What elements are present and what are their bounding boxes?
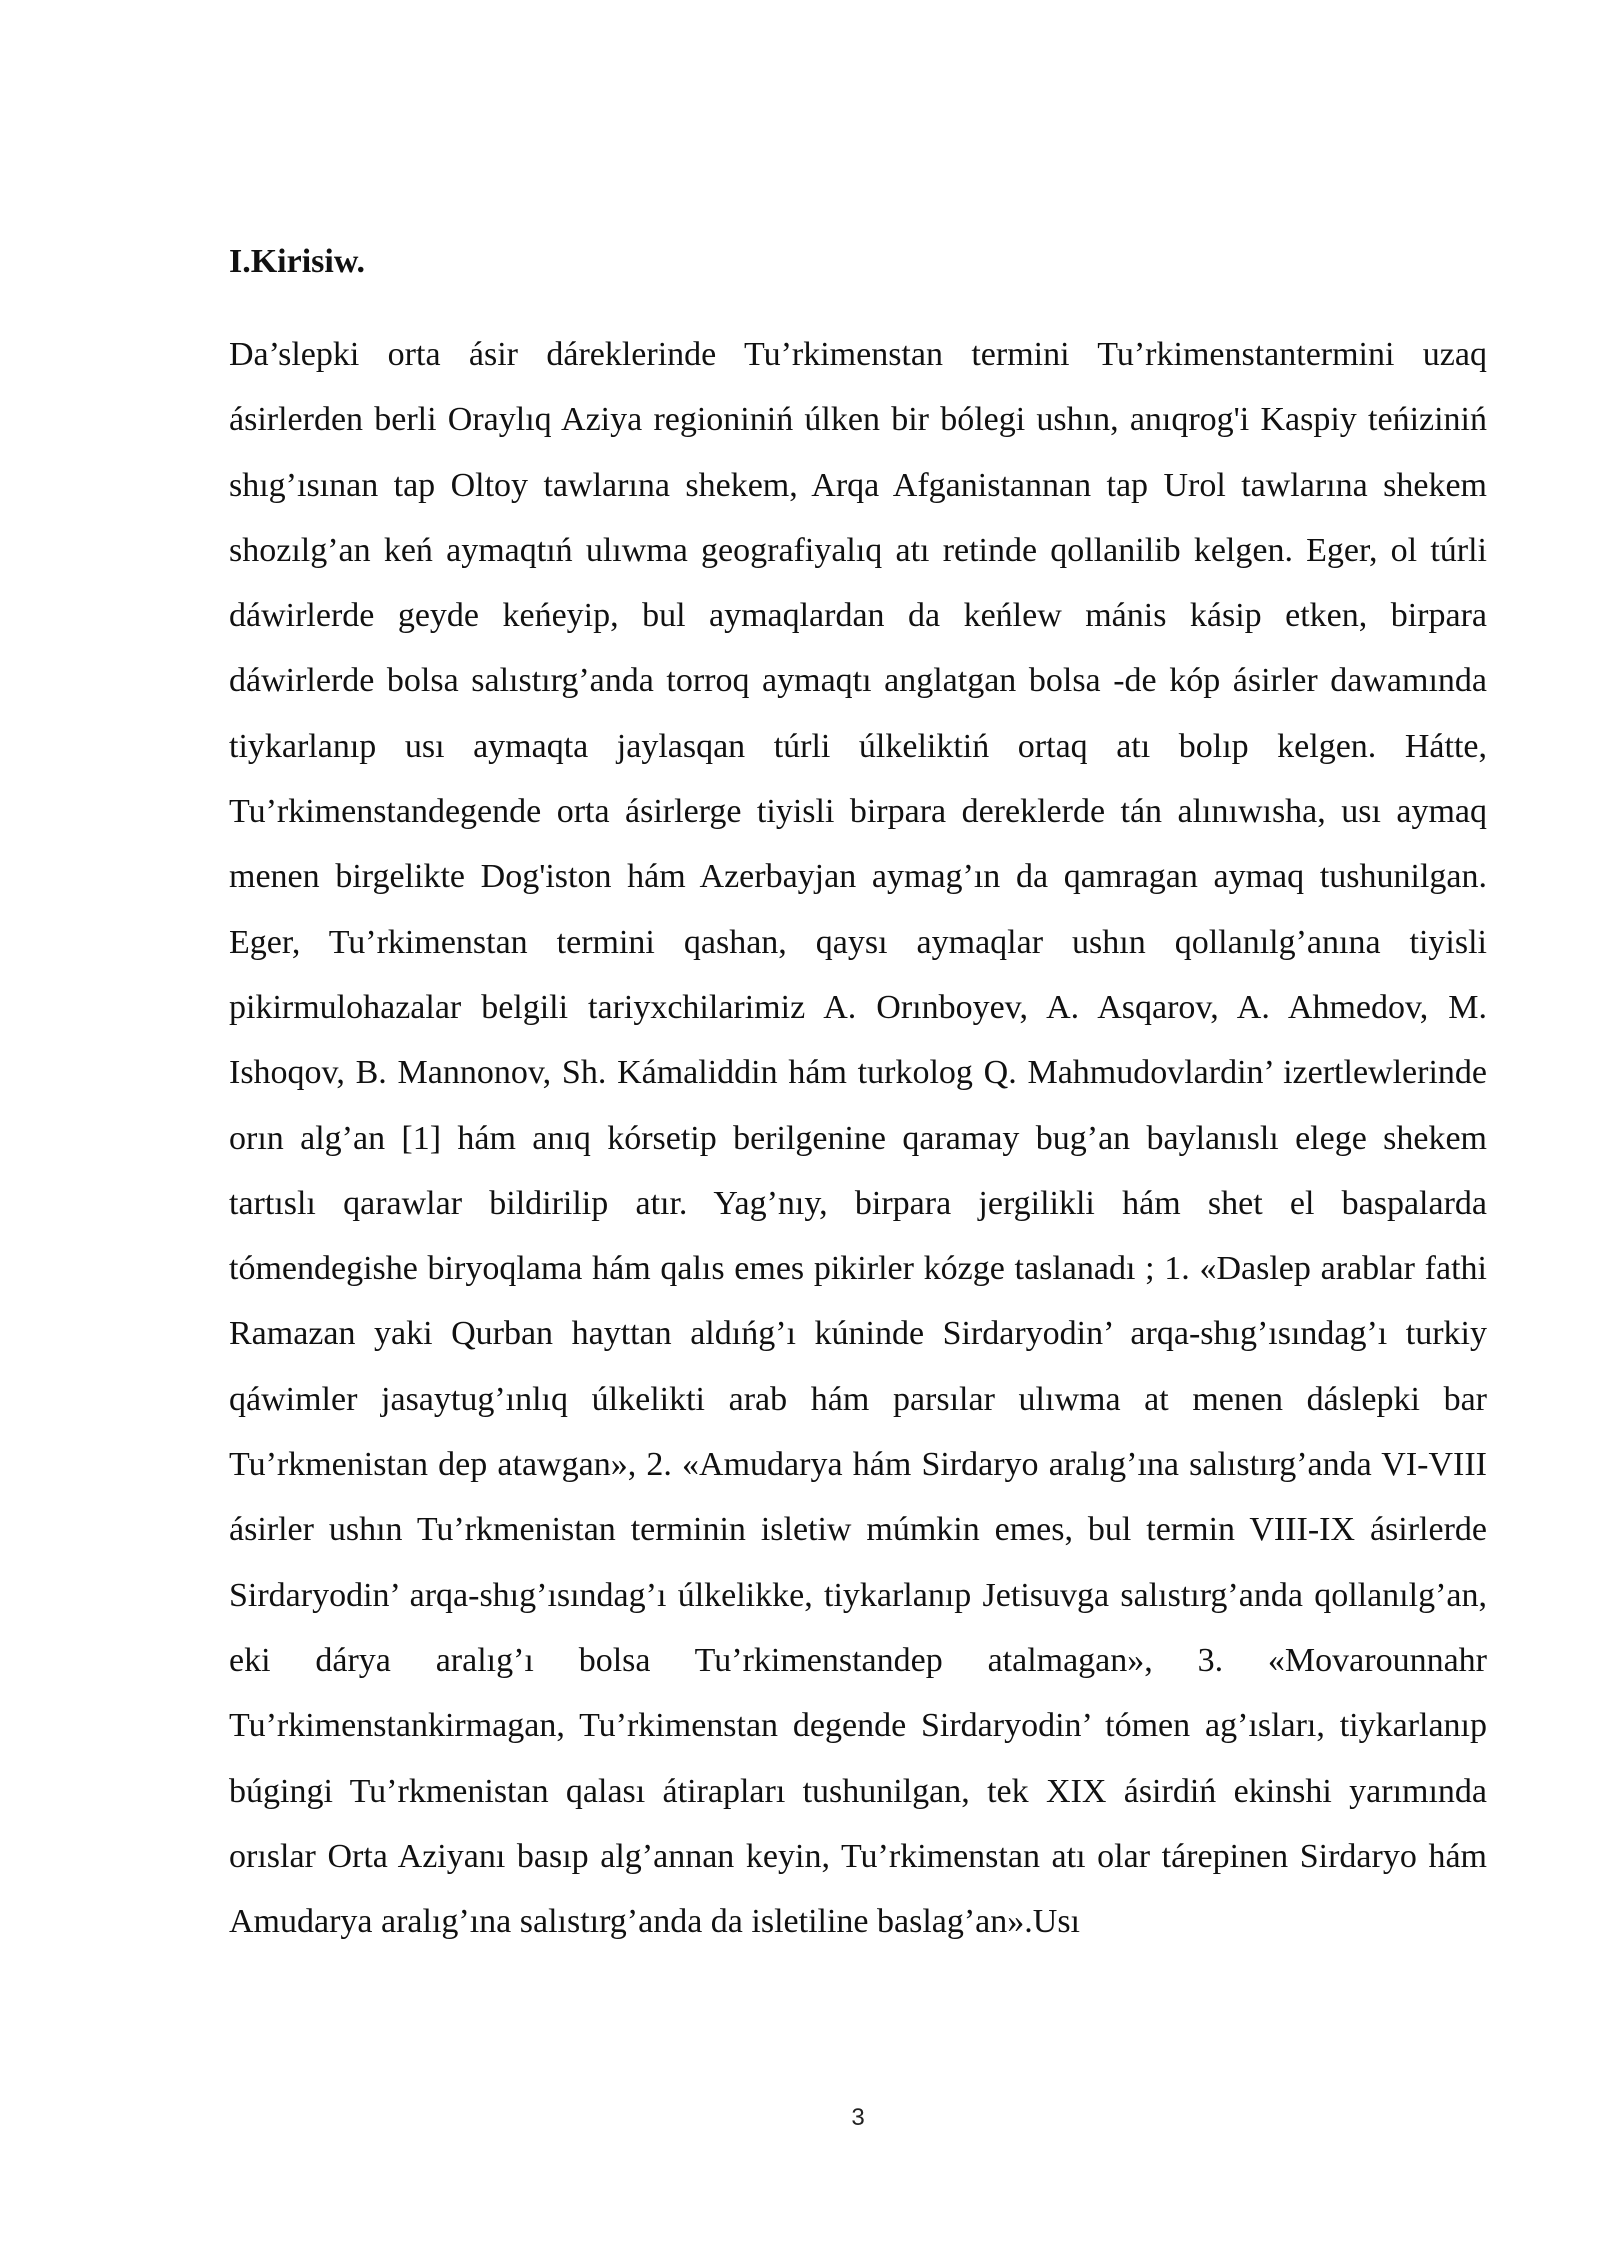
body-paragraph: Da’slepki orta ásir dáreklerinde Tu’rkimenstan termini Tu’rkimenstantermini uzaq ásirlerden berli Oraylıq Aziya regioniniń úlken bir bólegi ushın, anıqrog'i Kaspiy teńiziniń shıg’ısınan tap Oltoy tawlarına shekem, Arqa Afganistannan tap Urol tawlarına shekem shozılg’an keń aymaqtıń ulıwma geografiyalıq atı retinde qollanilib kelgen. Eger, ol túrli dáwirlerde geyde keńeyip, bul aymaqlardan da keńlew mánis kásip etken, birpara dáwirlerde bolsa salıstırg’anda torroq aymaqtı anglatgan bolsa -de kóp ásirler dawamında tiykarlanıp usı aymaqta jaylasqan túrli úlkeliktiń ortaq atı bolıp kelgen. Hátte, Tu’rkimenstandegende orta ásirlerge tiyisli birpara dereklerde tán alınıwısha, usı aymaq menen birgelikte Dog'iston hám Azerbayjan aymag’ın da qamragan aymaq tushunilgan. Eger, Tu’rkimenstan termini qashan, qaysı aymaqlar ushın qollanılg’anına tiyisli pikirmulohazalar belgili tariyxchilarimiz A. Orınboyev, A. Asqarov, A. Ahmedov, M. Ishoqov, B. Mannonov, Sh. Kámaliddin hám turkolog Q. Mahmudovlardin’ izertlewlerinde orın alg’an [1] hám anıq kórsetip berilgenine qaramay bug’an baylanıslı elege shekem tartıslı qarawlar bildirilip atır. Yag’nıy, birpara jergilikli hám shet el baspalarda tómendegishe biryoqlama hám qalıs emes pikirler kózge taslanadı ; 1. «Daslep arablar fathi Ramazan yaki Qurban hayttan aldıńg’ı kúninde Sirdaryodin’ arqa-shıg’ısındag’ı turkiy qáwimler jasaytug’ınlıq úlkelikti arab hám parsılar ulıwma at menen dáslepki bar Tu’rkmenistan dep atawgan», 2. «Amudarya hám Sirdaryo aralıg’ına salıstırg’anda VI-VIII ásirler ushın Tu’rkmenistan terminin isletiw múmkin emes, bul termin VIII-IX ásirlerde Sirdaryodin’ arqa-shıg’ısındag’ı úlkelikke, tiykarlanıp Jetisuvga salıstırg’anda qollanılg’an, eki dárya aralıg’ı bolsa Tu’rkimenstandep atalmagan», 3. «Movarounnahr Tu’rkimenstankirmagan, Tu’rkimenstan degende Sirdaryodin’ tómen ag’ısları, tiykarlanıp búgingi Tu’rkmenistan qalası átirapları tushunilgan, tek XIX ásirdiń ekinshi yarımında orıslar Orta Aziyanı basıp alg’annan keyin, Tu’rkimenstan atı olar tárepinen Sirdaryo hám Amudarya aralıg’ına salıstırg’anda da isletiline baslag’an».Usı <box>229 336 1487 1941</box>
section-heading: I.Kirisiw. <box>229 243 366 280</box>
page-number: 3 <box>851 2104 865 2131</box>
